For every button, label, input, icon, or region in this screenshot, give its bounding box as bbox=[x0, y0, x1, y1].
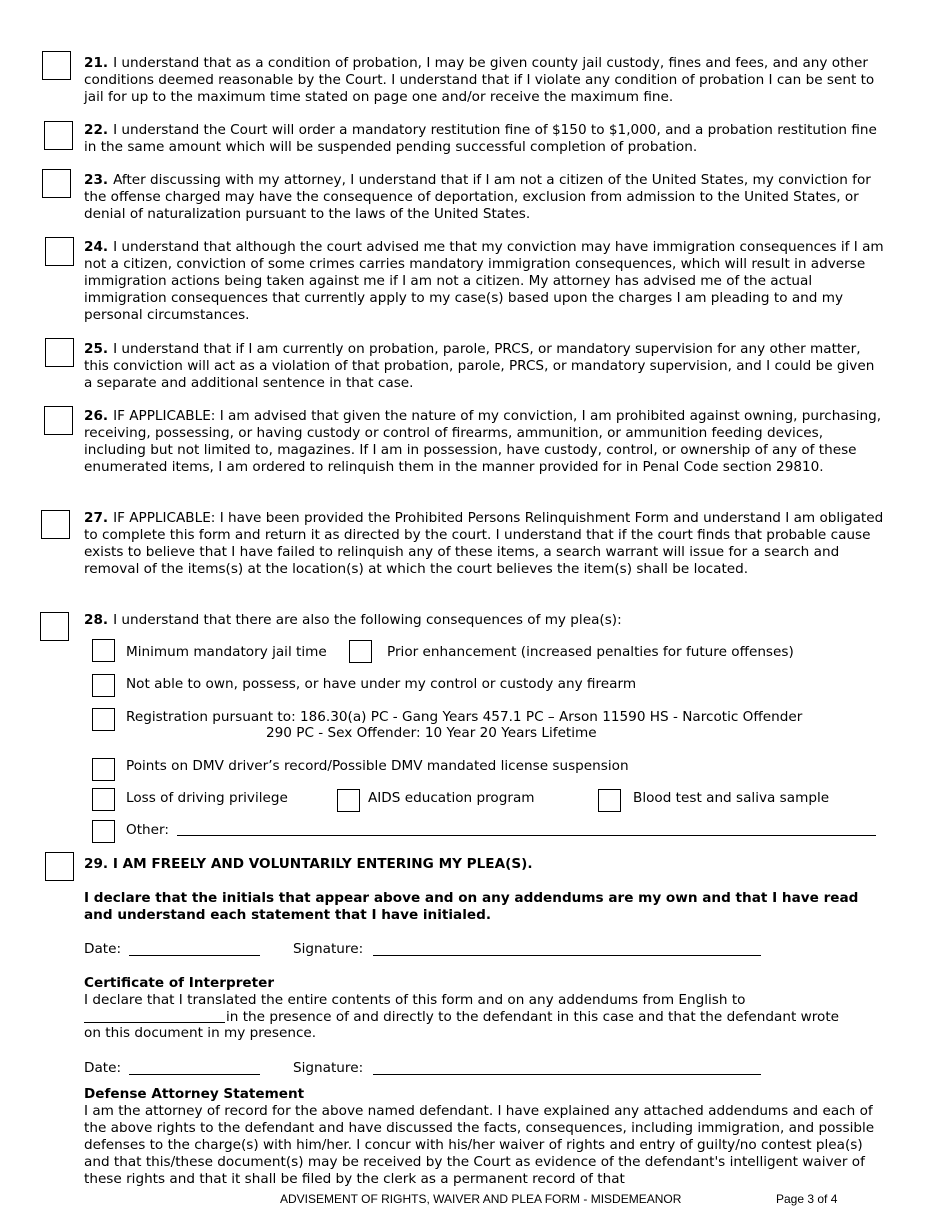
item-number: 28. bbox=[84, 612, 109, 628]
item-text: I understand the Court will order a mandatory restitution fine of $150 to $1,000, and a probation restitution fine in the same amount which will be suspended pending successful completion of probation. bbox=[84, 122, 877, 155]
item-text: I understand that as a condition of probation, I may be given county jail custody, fines and fees, and any other conditions deemed reasonable by the Court. I understand that if I violate any condition of probation I can be sent to jail for up to the maximum time stated on page one and/or receive the maximum fine. bbox=[84, 55, 875, 105]
initial-box-28[interactable] bbox=[40, 612, 69, 641]
attorney-heading: Defense Attorney Statement bbox=[84, 1086, 305, 1102]
item-text: I understand that if I am currently on probation, parole, PRCS, or mandatory supervision for any other matter, this conviction will act as a violation of that probation, parole, PRCS, or mandatory supervision, and I could be given a separate and additional sentence in that case. bbox=[84, 341, 875, 391]
interpreter-line1: I declare that I translated the entire contents of this form and on any addendums from English to bbox=[84, 992, 746, 1008]
label-aids-education: AIDS education program bbox=[368, 790, 535, 806]
initial-box-29[interactable] bbox=[45, 852, 74, 881]
label-blood-test: Blood test and saliva sample bbox=[633, 790, 830, 806]
label-other: Other: bbox=[126, 822, 169, 838]
footer-page-number: Page 3 of 4 bbox=[776, 1192, 838, 1206]
date-line[interactable] bbox=[129, 955, 260, 956]
interpreter-date-line[interactable] bbox=[129, 1074, 260, 1075]
other-input-line[interactable] bbox=[177, 835, 876, 836]
initial-box-21[interactable] bbox=[42, 51, 71, 80]
declaration-text: I declare that the initials that appear above and on any addendums are my own and that I have read and understand each statement that I have initialed. bbox=[84, 890, 859, 923]
item-text: I understand that although the court advised me that my conviction may have immigration consequences if I am not a citizen, conviction of some crimes carries mandatory immigration consequences, which will result in adverse immigration actions being taken against me if I am not a citizen. My attorney has advised me of the actual immigration consequences that currently apply to my case(s) based upon the charges I am pleading to and my personal circumstances. bbox=[84, 239, 884, 323]
label-registration-line1: Registration pursuant to: 186.30(a) PC - Gang Years 457.1 PC – Arson 11590 HS - Narcotic Offender bbox=[126, 709, 803, 725]
label-firearm: Not able to own, possess, or have under my control or custody any firearm bbox=[126, 676, 637, 692]
initial-box-26[interactable] bbox=[44, 406, 73, 435]
signature-label: Signature: bbox=[293, 941, 364, 957]
label-dmv-points: Points on DMV driver’s record/Possible DMV mandated license suspension bbox=[126, 758, 629, 774]
item-21 bbox=[84, 55, 884, 106]
item-text: After discussing with my attorney, I understand that if I am not a citizen of the United States, my conviction for the offense charged may have the consequence of deportation, exclusion from admission to the United States, or denial of naturalization pursuant to the laws of the United States. bbox=[84, 172, 871, 222]
label-loss-driving: Loss of driving privilege bbox=[126, 790, 288, 806]
item-25 bbox=[84, 341, 884, 392]
item-22 bbox=[84, 122, 884, 156]
signature-line[interactable] bbox=[373, 955, 761, 956]
initial-box-27[interactable] bbox=[41, 510, 70, 539]
checkbox-firearm[interactable] bbox=[92, 674, 115, 697]
initial-box-23[interactable] bbox=[42, 169, 71, 198]
item-24 bbox=[84, 239, 884, 324]
checkbox-prior-enhancement[interactable] bbox=[349, 640, 372, 663]
item-28 bbox=[84, 612, 884, 629]
checkbox-min-jail[interactable] bbox=[92, 639, 115, 662]
item-number: 21. bbox=[84, 55, 109, 71]
item-number: 25. bbox=[84, 341, 109, 357]
label-min-jail: Minimum mandatory jail time bbox=[126, 644, 327, 660]
checkbox-other[interactable] bbox=[92, 820, 115, 843]
label-registration-line2: 290 PC - Sex Offender: 10 Year 20 Years Lifetime bbox=[266, 725, 597, 741]
item-text: I understand that there are also the following consequences of my plea(s): bbox=[113, 612, 622, 628]
checkbox-dmv-points[interactable] bbox=[92, 758, 115, 781]
interpreter-line2: in the presence of and directly to the defendant in this case and that the defendant wrote bbox=[226, 1009, 840, 1025]
checkbox-loss-driving[interactable] bbox=[92, 788, 115, 811]
item-number: 24. bbox=[84, 239, 109, 255]
item-number: 27. bbox=[84, 510, 109, 526]
item-text: IF APPLICABLE: I am advised that given the nature of my conviction, I am prohibited against owning, purchasing, receiving, possessing, or having custody or control of firearms, ammunition, or ammunition feeding devices, including but not limited to, magazines. If I am in possession, have custody, control, or ownership of any of these enumerated items, I am ordered to relinquish them in the manner provided for in Penal Code section 29810. bbox=[84, 408, 882, 475]
interpreter-signature-label: Signature: bbox=[293, 1060, 364, 1076]
interpreter-signature-line[interactable] bbox=[373, 1074, 761, 1075]
item-number: 23. bbox=[84, 172, 109, 188]
item-23 bbox=[84, 172, 884, 223]
interpreter-date-label: Date: bbox=[84, 1060, 122, 1076]
initial-box-24[interactable] bbox=[45, 237, 74, 266]
checkbox-aids-education[interactable] bbox=[337, 789, 360, 812]
checkbox-registration[interactable] bbox=[92, 708, 115, 731]
item-number: 26. bbox=[84, 408, 109, 424]
date-label: Date: bbox=[84, 941, 122, 957]
initial-box-22[interactable] bbox=[44, 121, 73, 150]
checkbox-blood-test[interactable] bbox=[598, 789, 621, 812]
attorney-statement: I am the attorney of record for the above named defendant. I have explained any attached addendums and each of the above rights to the defendant and have discussed the facts, consequences, including immigration, and possible defenses to the charge(s) with him/her. I concur with his/her waiver of rights and entry of guilty/no contest plea(s) and that this/these document(s) may be received by the Court as evidence of the defendant's intelligent waiver of these rights and that it shall be filed by the clerk as a permanent record of that bbox=[84, 1103, 875, 1187]
item-27 bbox=[84, 510, 884, 578]
item-29: 29. I AM FREELY AND VOLUNTARILY ENTERING MY PLEA(S). bbox=[84, 856, 533, 872]
item-26 bbox=[84, 408, 884, 476]
footer-form-title: ADVISEMENT OF RIGHTS, WAIVER AND PLEA FORM - MISDEMEANOR bbox=[280, 1192, 682, 1206]
interpreter-heading: Certificate of Interpreter bbox=[84, 975, 275, 991]
item-text: IF APPLICABLE: I have been provided the Prohibited Persons Relinquishment Form and understand I am obligated to complete this form and return it as directed by the court. I understand that if the court finds that probable cause exists to believe that I have failed to relinquish any of these items, a search warrant will issue for a search and removal of the items(s) at the location(s) at which the court believes the item(s) shall be located. bbox=[84, 510, 884, 577]
interpreter-line3: on this document in my presence. bbox=[84, 1025, 317, 1041]
language-input-line[interactable] bbox=[84, 1022, 225, 1023]
label-prior-enhancement: Prior enhancement (increased penalties for future offenses) bbox=[387, 644, 794, 660]
item-number: 22. bbox=[84, 122, 109, 138]
initial-box-25[interactable] bbox=[45, 338, 74, 367]
